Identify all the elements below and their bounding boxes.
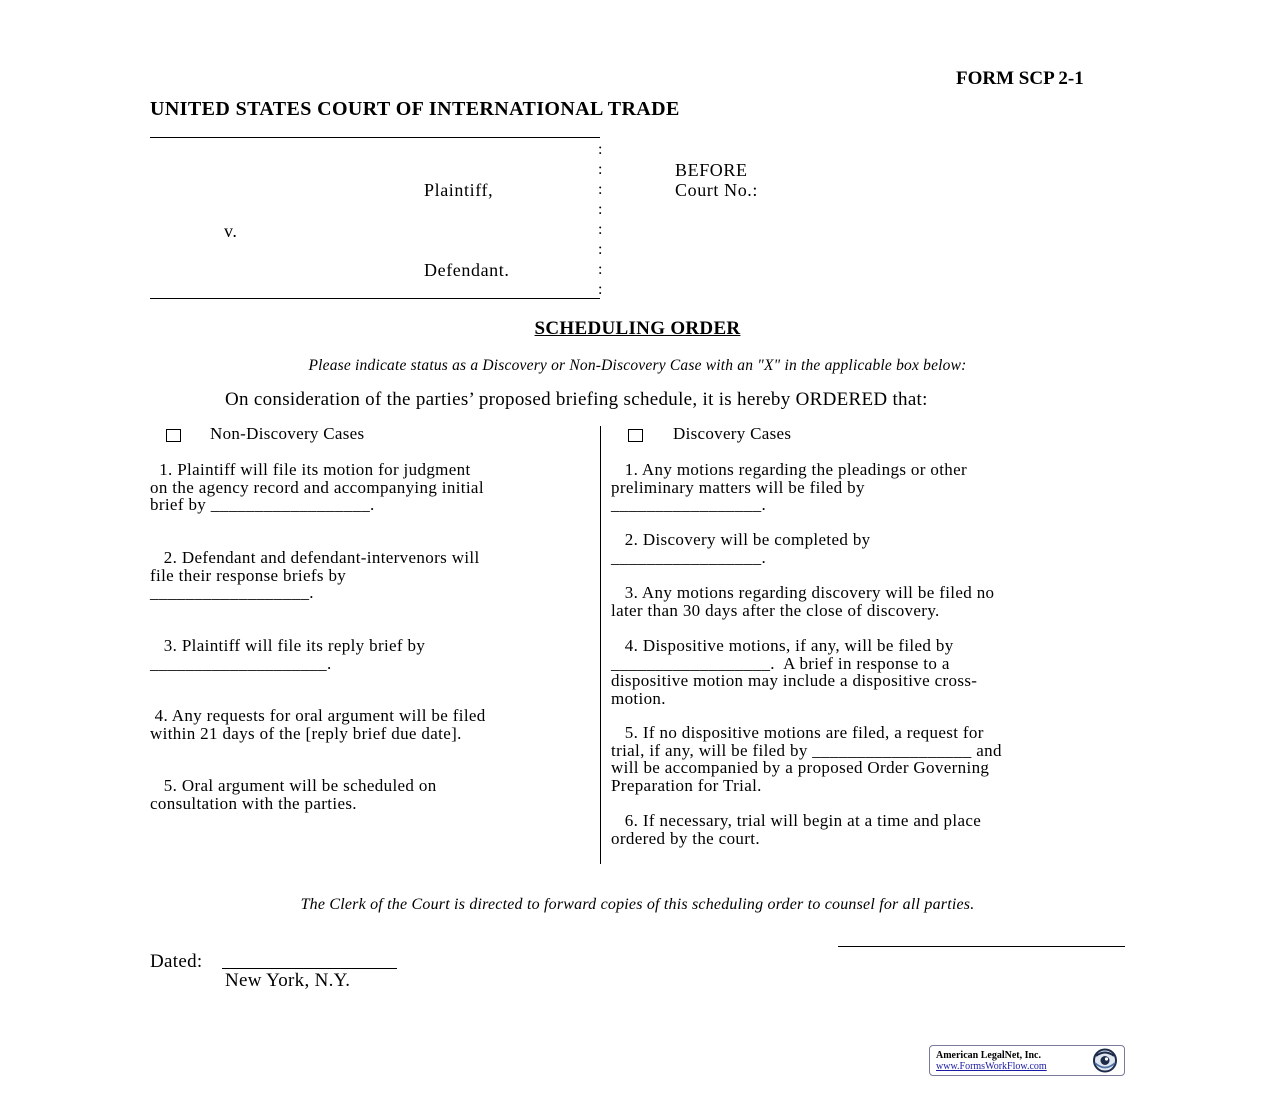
date-blank-line[interactable] <box>222 968 397 969</box>
globe-logo-icon <box>1088 1048 1120 1073</box>
publisher-badge <box>929 1045 1125 1076</box>
non-discovery-checkbox[interactable] <box>166 429 181 442</box>
caption-top-rule <box>150 137 600 138</box>
city-label: New York, N.Y. <box>225 970 351 991</box>
discovery-item-6: 6. If necessary, trial will begin at a time and place ordered by the court. <box>611 811 982 848</box>
non-discovery-heading: Non-Discovery Cases <box>210 424 365 443</box>
discovery-item-4: 4. Dispositive motions, if any, will be filed by __________________. A brief in response to a dispositive motion may include a dispositive cross- motion. <box>611 636 978 708</box>
non-discovery-item-4: 4. Any requests for oral argument will be filed within 21 days of the [reply brief due date]. <box>150 706 486 743</box>
non-discovery-item-3: 3. Plaintiff will file its reply brief by ____________________. <box>150 636 426 673</box>
caption-colon: : <box>598 241 603 258</box>
court-number-label: Court No.: <box>675 180 759 200</box>
publisher-link[interactable]: www.FormsWorkFlow.com <box>936 1061 1047 1072</box>
caption-colon: : <box>598 281 603 298</box>
status-instruction: Please indicate status as a Discovery or Non-Discovery Case with an "X" in the applicable box below: <box>308 357 967 374</box>
defendant-label: Defendant. <box>424 260 510 280</box>
column-divider <box>600 426 601 864</box>
publisher-name: American LegalNet, Inc. <box>936 1050 1041 1061</box>
caption-colon: : <box>598 181 603 198</box>
court-name: UNITED STATES COURT OF INTERNATIONAL TRADE <box>150 98 680 120</box>
form-id: FORM SCP 2-1 <box>956 68 1084 89</box>
discovery-checkbox[interactable] <box>628 429 643 442</box>
caption-colon: : <box>598 221 603 238</box>
discovery-item-5: 5. If no dispositive motions are filed, a request for trial, if any, will be filed by __________________ and will be accompanied by a proposed Order Governing Preparation for Trial. <box>611 723 1002 795</box>
caption-bottom-rule <box>150 298 600 299</box>
caption-colon: : <box>598 141 603 158</box>
clerk-note: The Clerk of the Court is directed to forward copies of this scheduling order to counsel for all parties. <box>300 896 975 913</box>
caption-colon: : <box>598 261 603 278</box>
non-discovery-item-5: 5. Oral argument will be scheduled on consultation with the parties. <box>150 776 437 813</box>
non-discovery-item-2: 2. Defendant and defendant-intervenors will file their response briefs by __________________. <box>150 548 480 603</box>
discovery-item-3: 3. Any motions regarding discovery will be filed no later than 30 days after the close of discovery. <box>611 583 995 620</box>
caption-colon-column <box>598 140 610 300</box>
judge-signature-line[interactable] <box>838 946 1125 947</box>
plaintiff-label: Plaintiff, <box>424 180 494 200</box>
versus-label: v. <box>224 221 238 241</box>
page-title: SCHEDULING ORDER <box>534 318 741 339</box>
discovery-item-1: 1. Any motions regarding the pleadings or other preliminary matters will be filed by _________________. <box>611 460 968 515</box>
dated-label: Dated: <box>150 951 203 972</box>
non-discovery-item-1: 1. Plaintiff will file its motion for judgment on the agency record and accompanying initial brief by __________________. <box>150 460 484 515</box>
before-label: BEFORE <box>675 160 748 180</box>
caption-colon: : <box>598 201 603 218</box>
discovery-item-2: 2. Discovery will be completed by _________________. <box>611 530 871 567</box>
discovery-heading: Discovery Cases <box>673 424 792 443</box>
order-statement: On consideration of the parties’ proposed briefing schedule, it is hereby ORDERED that: <box>225 389 928 410</box>
caption-colon: : <box>598 161 603 178</box>
